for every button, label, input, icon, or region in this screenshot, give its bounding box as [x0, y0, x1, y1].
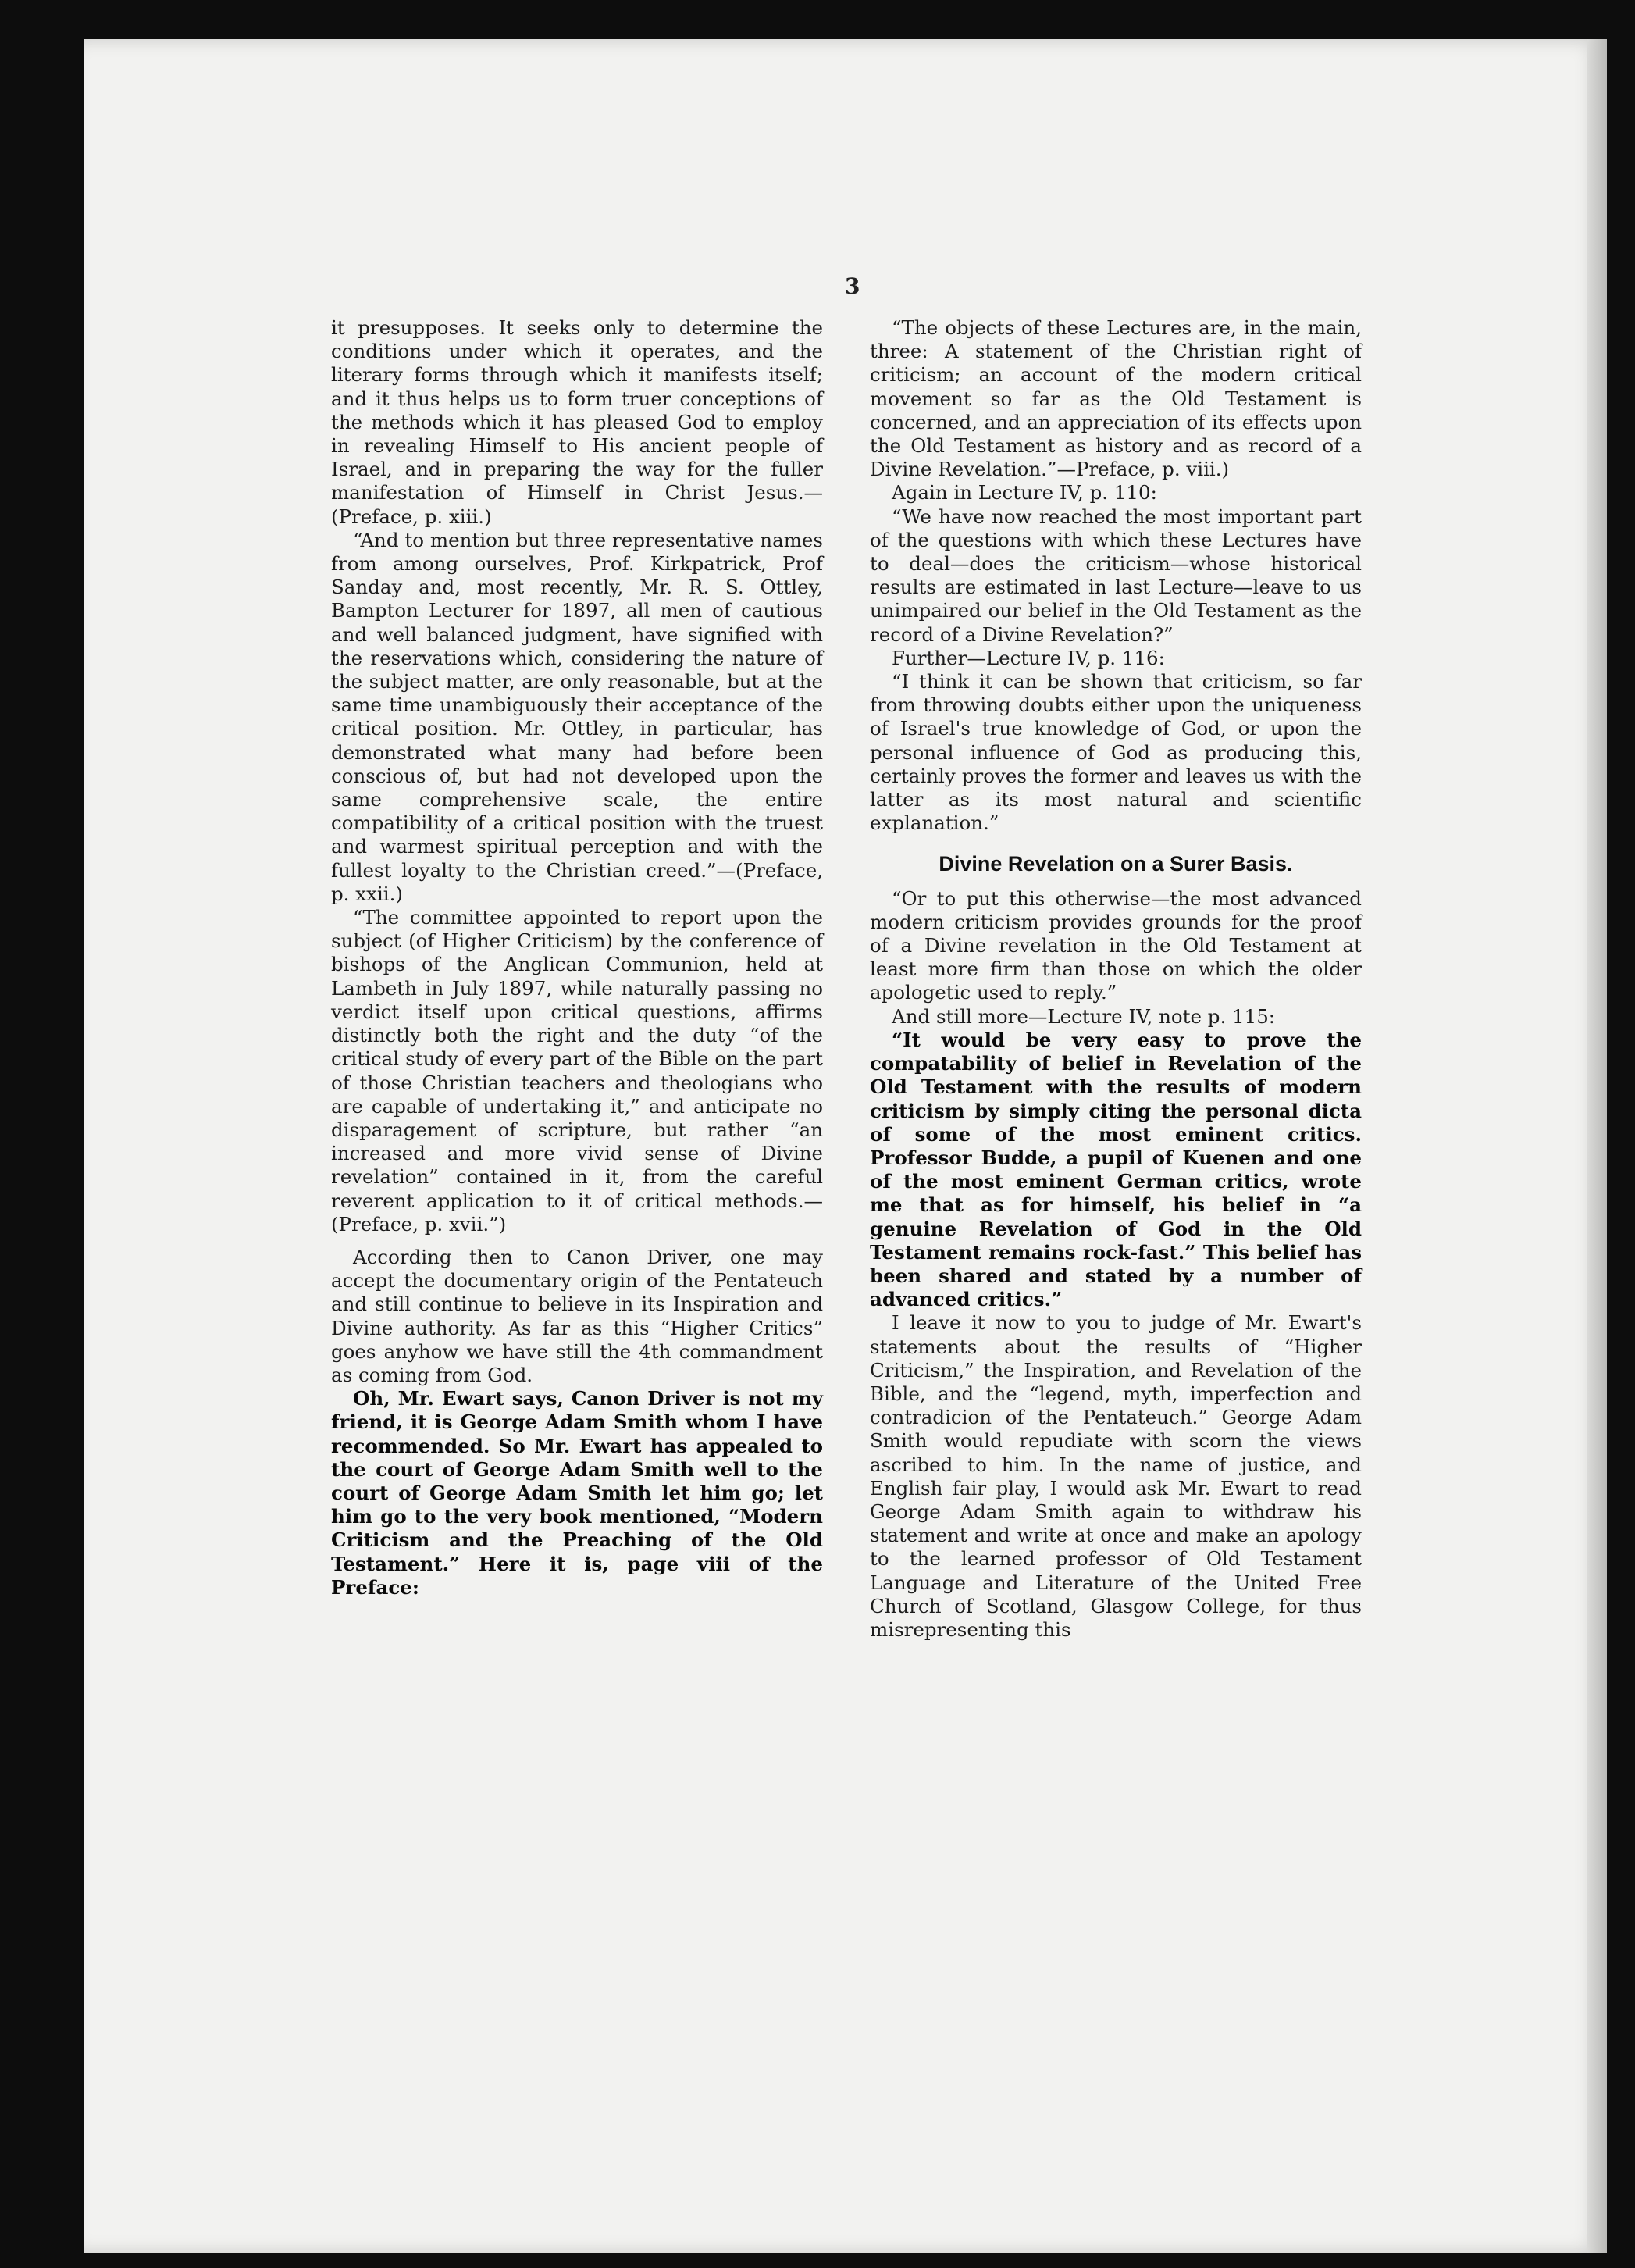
right-paragraph-1: “The objects of these Lectures are, in the main, three: A statement of the Christian right of criticism; an account of the modern critical movement so far as the Old Testament is concerned, and an appreciation of its effects upon the Old Testament as history and as record of a Divine Revelation.”—Preface, p. viii.): [870, 316, 1362, 481]
document-page: [84, 39, 1607, 2253]
right-column: [870, 316, 1362, 1642]
section-heading: Divine Revelation on a Surer Basis.: [939, 852, 1293, 876]
right-paragraph-5: “I think it can be shown that criticism, so far from throwing doubts either upon the uniqueness of Israel's true knowledge of God, or upon the personal influence of God as producing this, certainly proves the former and leaves us with the latter as its most natural and scientific explanation.”: [870, 670, 1362, 835]
left-paragraph-5: Oh, Mr. Ewart says, Canon Driver is not my friend, it is George Adam Smith whom I have recommended. So Mr. Ewart has appealed to the court of George Adam Smith well to the court of George Adam Smith let him go; let him go to the very book mentioned, “Modern Criticism and the Preaching of the Old Testament.” Here it is, page viii of the Preface:: [331, 1387, 823, 1599]
right-paragraph-9: I leave it now to you to judge of Mr. Ewart's statements about the results of “Higher Criticism,” the Inspiration, and Revelation of the Bible, and the “legend, myth, imperfection and contradicion of the Pentateuch.” George Adam Smith would repudiate with scorn the views ascribed to him. In the name of justice, and English fair play, I would ask Mr. Ewart to read George Adam Smith again to withdraw his statement and write at once and make an apology to the learned professor of Old Testament Language and Literature of the United Free Church of Scotland, Glasgow College, for thus misrepresenting this: [870, 1311, 1362, 1641]
right-paragraph-8: “It would be very easy to prove the compatability of belief in Revelation of the Old Testament with the results of modern criticism by simply citing the personal dicta of some of the most eminent critics. Professor Budde, a pupil of Kuenen and one of the most eminent German critics, wrote me that as for himself, his belief in “a genuine Revelation of God in the Old Testament remains rock-fast.” This belief has been shared and stated by a number of advanced critics.”: [870, 1028, 1362, 1311]
right-paragraph-6: “Or to put this otherwise—the most advanced modern criticism provides grounds for the proof of a Divine revelation in the Old Testament at least more firm than those on which the older apologetic used to reply.”: [870, 886, 1362, 1004]
page-number: 3: [845, 273, 860, 299]
left-paragraph-1: it presupposes. It seeks only to determine the conditions under which it operates, and the literary forms through which it manifests itself; and it thus helps us to form truer conceptions of the methods which it has pleased God to employ in revealing Himself to His ancient people of Israel, and in preparing the way for the fuller manifestation of Himself in Christ Jesus.—(Preface, p. xiii.): [331, 316, 823, 528]
right-paragraph-3: “We have now reached the most important part of the questions with which these Lectures have to deal—does the criticism—whose historical results are estimated in last Lecture—leave to us unimpaired our belief in the Old Testament as the record of a Divine Revelation?”: [870, 505, 1362, 646]
left-paragraph-4: According then to Canon Driver, one may accept the documentary origin of the Pentateuch and still continue to believe in its Inspiration and Divine authority. As far as this “Higher Critics” goes anyhow we have still the 4th commandment as coming from God.: [331, 1245, 823, 1386]
right-paragraph-4: Further—Lecture IV, p. 116:: [892, 646, 1165, 669]
left-column: [331, 316, 823, 1599]
left-paragraph-3: “The committee appointed to report upon the subject (of Higher Criticism) by the conference of bishops of the Anglican Communion, held at Lambeth in July 1897, while naturally passing no verdict itself upon critical questions, affirms distinctly both the right and the duty “of the critical study of every part of the Bible on the part of those Christian teachers and theologians who are capable of undertaking it,” and anticipate no disparagement of scripture, but rather “an increased and more vivid sense of Divine revelation” contained in it, from the careful reverent application to it of critical methods.—(Preface, p. xvii.”): [331, 906, 823, 1236]
page-edge-shadow: [1587, 39, 1607, 2253]
left-paragraph-2: “And to mention but three representative names from among ourselves, Prof. Kirkpatrick, Prof Sanday and, most recently, Mr. R. S. Ottley, Bampton Lecturer for 1897, all men of cautious and well balanced judgment, have signified with the reservations which, considering the nature of the subject matter, are only reasonable, but at the same time unambiguously their acceptance of the critical position. Mr. Ottley, in particular, has demonstrated what many had before been conscious of, but had not developed upon the same comprehensive scale, the entire compatibility of a critical position with the truest and warmest spiritual perception and with the fullest loyalty to the Christian creed.”—(Preface, p. xxii.): [331, 528, 823, 905]
right-paragraph-7: And still more—Lecture IV, note p. 115:: [892, 1004, 1276, 1028]
right-paragraph-2: Again in Lecture IV, p. 110:: [892, 481, 1157, 505]
